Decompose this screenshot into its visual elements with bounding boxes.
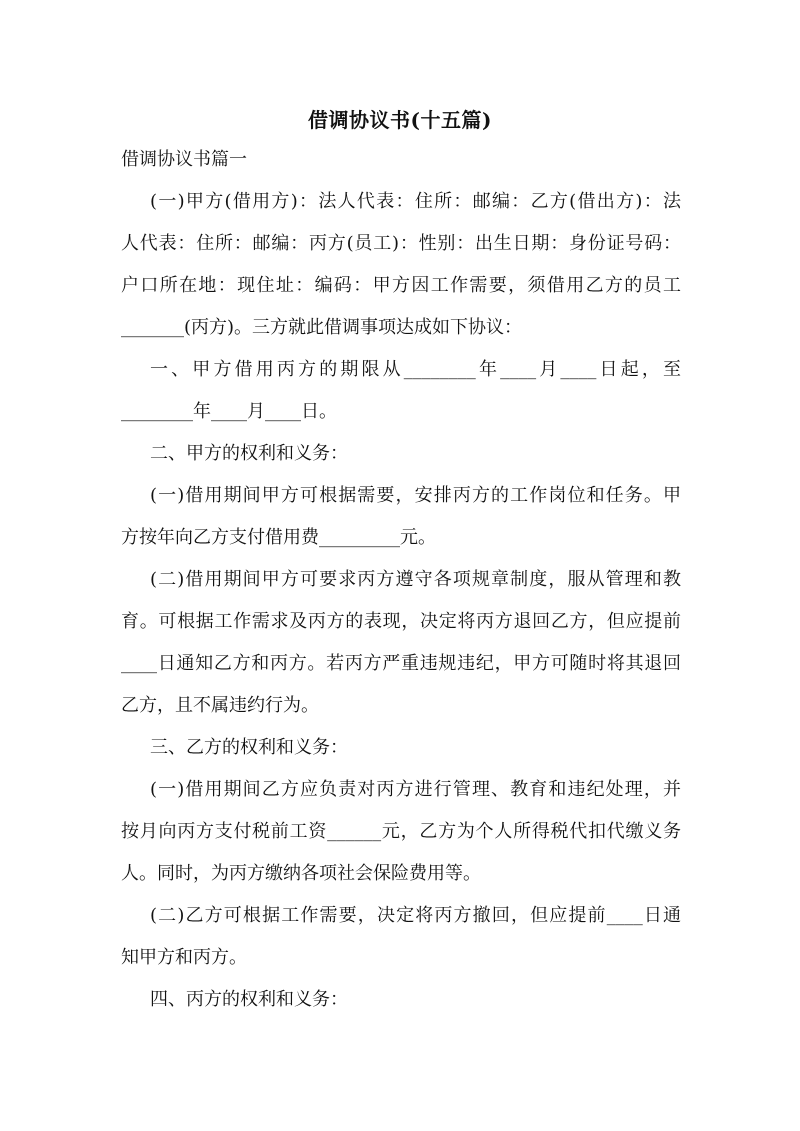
paragraph-line: (一)借用期间甲方可根据需要，安排丙方的工作岗位和任务。甲 (150, 485, 681, 506)
paragraph-line: _______(丙方)。三方就此借调事项达成如下协议： (121, 317, 523, 338)
section-heading: 四、丙方的权利和义务： (150, 989, 348, 1010)
paragraph-line: 人代表：住所：邮编：丙方(员工)：性别：出生日期：身份证号码： (121, 233, 681, 254)
paragraph-line: 按月向丙方支付税前工资______元，乙方为个人所得税代扣代缴义务 (121, 821, 681, 842)
paragraph-line: 户口所在地：现住址：编码：甲方因工作需要，须借用乙方的员工 (121, 275, 681, 296)
section-heading: 借调协议书篇一 (121, 149, 247, 170)
document-title: 借调协议书(十五篇) (308, 108, 492, 132)
paragraph-line: ____日通知乙方和丙方。若丙方严重违规违纪，甲方可随时将其退回 (121, 653, 681, 674)
paragraph-line: (二)乙方可根据工作需要，决定将丙方撤回，但应提前____日通 (150, 905, 681, 926)
paragraph-line: 方按年向乙方支付借用费_________元。 (121, 527, 436, 548)
paragraph-line: 育。可根据工作需求及丙方的表现，决定将丙方退回乙方，但应提前 (121, 611, 681, 632)
paragraph-line: 一、甲方借用丙方的期限从________年____月____日起，至 (150, 359, 681, 380)
paragraph-line: ________年____月____日。 (121, 401, 337, 422)
paragraph-line: (二)借用期间甲方可要求丙方遵守各项规章制度，服从管理和教 (150, 569, 681, 590)
paragraph-line: 人。同时，为丙方缴纳各项社会保险费用等。 (121, 863, 481, 884)
paragraph-line: (一)甲方(借用方)：法人代表：住所：邮编：乙方(借出方)：法 (150, 191, 681, 212)
section-heading: 三、乙方的权利和义务： (150, 737, 348, 758)
paragraph-line: 乙方，且不属违约行为。 (121, 695, 319, 716)
paragraph-line: (一)借用期间乙方应负责对丙方进行管理、教育和违纪处理，并 (150, 779, 681, 800)
section-heading: 二、甲方的权利和义务： (150, 443, 348, 464)
paragraph-line: 知甲方和丙方。 (121, 947, 247, 968)
